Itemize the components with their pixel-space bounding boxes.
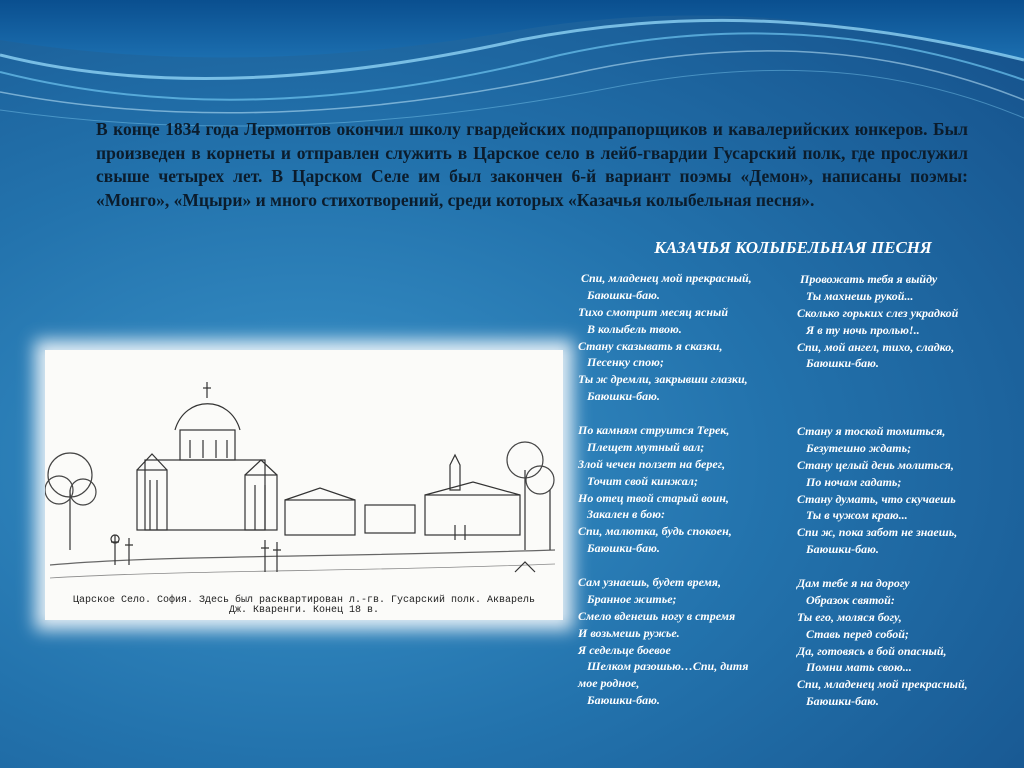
poem-line: По ночам гадать;: [797, 474, 902, 489]
poem-line: Песенку спою;: [578, 355, 664, 370]
poem-line: Бранное житье;: [578, 591, 677, 606]
poem-column-right: [797, 271, 1019, 710]
poem-line: По камням струится Терек,: [578, 423, 730, 438]
poem-line: Баюшки-баю.: [578, 389, 660, 404]
poem-line: Злой чечен ползет на берег,: [578, 456, 726, 471]
intro-paragraph: В конце 1834 года Лермонтов окончил школу гвардейских подпрапорщиков и кавалерийских юнкеров. Был произведен в корнеты и отправлен служить в Царское село в лейб-гвардии Гусарский полк, где прослужил свыше четырех лет. В Царском Селе им был закончен 6-й вариант поэмы «Демон», написаны поэмы: «Монго», «Мцыри» и много стихотворений, среди которых «Казачья колыбельная песня».: [96, 119, 968, 210]
poem-line: Спи, мой ангел, тихо, сладко,: [797, 339, 955, 354]
poem-line: Ты ж дремли, закрывши глазки,: [578, 372, 748, 387]
poem-line: Сколько горьких слез украдкой: [797, 305, 959, 320]
poem-line: [578, 557, 792, 574]
poem-line: Сам узнаешь, будет время,: [578, 575, 721, 590]
poem-line: Я седельце боевое: [578, 642, 671, 657]
poem-line: Образок святой:: [797, 592, 895, 607]
poem-line: Точит свой кинжал;: [578, 473, 698, 488]
poem-line: [797, 372, 1019, 389]
poem-line: Баюшки-баю.: [797, 694, 879, 709]
poem-line: Закален в бою:: [578, 507, 665, 522]
poem-line: Баюшки-баю.: [797, 356, 879, 371]
poem-line: Спи, малютка, будь спокоен,: [578, 524, 732, 539]
poem-line: Безутешно ждать;: [797, 440, 912, 455]
poem-line: Баюшки-баю.: [578, 693, 660, 708]
poem-line: Стану целый день молиться,: [797, 457, 954, 472]
poem-line: [578, 405, 792, 422]
poem-title: КАЗАЧЬЯ КОЛЫБЕЛЬНАЯ ПЕСНЯ: [654, 238, 932, 257]
tsarskoe-selo-engraving: [45, 350, 563, 620]
poem-line: Тихо смотрит месяц ясный: [578, 304, 729, 319]
poem-line: Баюшки-баю.: [578, 541, 660, 556]
poem-line: В колыбель твою.: [578, 321, 682, 336]
poem-line: Шелком разошью…Спи, дитя: [578, 659, 749, 674]
poem-line: Я в ту ночь пролью!..: [797, 322, 920, 337]
decorative-waves: [0, 0, 1024, 130]
poem-line: Стану сказывать я сказки,: [578, 338, 723, 353]
poem-line: Спи, младенец мой прекрасный,: [578, 271, 752, 285]
poem-line: Но отец твой старый воин,: [578, 490, 729, 505]
poem-line: Ты в чужом краю...: [797, 508, 908, 523]
poem-line: Плещет мутный вал;: [578, 439, 705, 454]
poem-line: И возьмешь ружье.: [578, 625, 680, 640]
poem-line: мое родное,: [578, 676, 640, 691]
caption-line-1: Царское Село. София. Здесь был расквартирован л.-гв. Гусарский полк. Акварель: [72, 595, 536, 606]
poem-line: [797, 406, 1019, 423]
poem-line: [797, 558, 1019, 575]
poem-line: Да, готовясь в бой опасный,: [797, 643, 947, 658]
poem-line: Помни мать свою...: [797, 660, 912, 675]
poem-line: Стану я тоской томиться,: [797, 424, 946, 439]
poem-column-left: [578, 270, 792, 709]
caption-line-2: Дж. Кваренги. Конец 18 в.: [228, 605, 380, 616]
poem-line: Спи ж, пока забот не знаешь,: [797, 525, 958, 540]
poem-line: Баюшки-баю.: [797, 542, 879, 557]
poem-line: [797, 389, 1019, 406]
poem-line: Провожать тебя я выйду: [797, 272, 938, 286]
poem-line: Ты махнешь рукой...: [797, 288, 914, 303]
poem-line: Спи, младенец мой прекрасный,: [797, 677, 968, 692]
poem-line: Баюшки-баю.: [578, 287, 660, 302]
poem-line: Стану думать, что скучаешь: [797, 491, 956, 506]
engraving-caption: [45, 596, 563, 616]
poem-line: Дам тебе я на дорогу: [797, 576, 910, 591]
poem-line: Смело вденешь ногу в стремя: [578, 608, 736, 623]
poem-line: Ставь перед собой;: [797, 626, 909, 641]
engraving-drawing: [45, 350, 563, 620]
poem-line: Ты его, моляся богу,: [797, 609, 902, 624]
